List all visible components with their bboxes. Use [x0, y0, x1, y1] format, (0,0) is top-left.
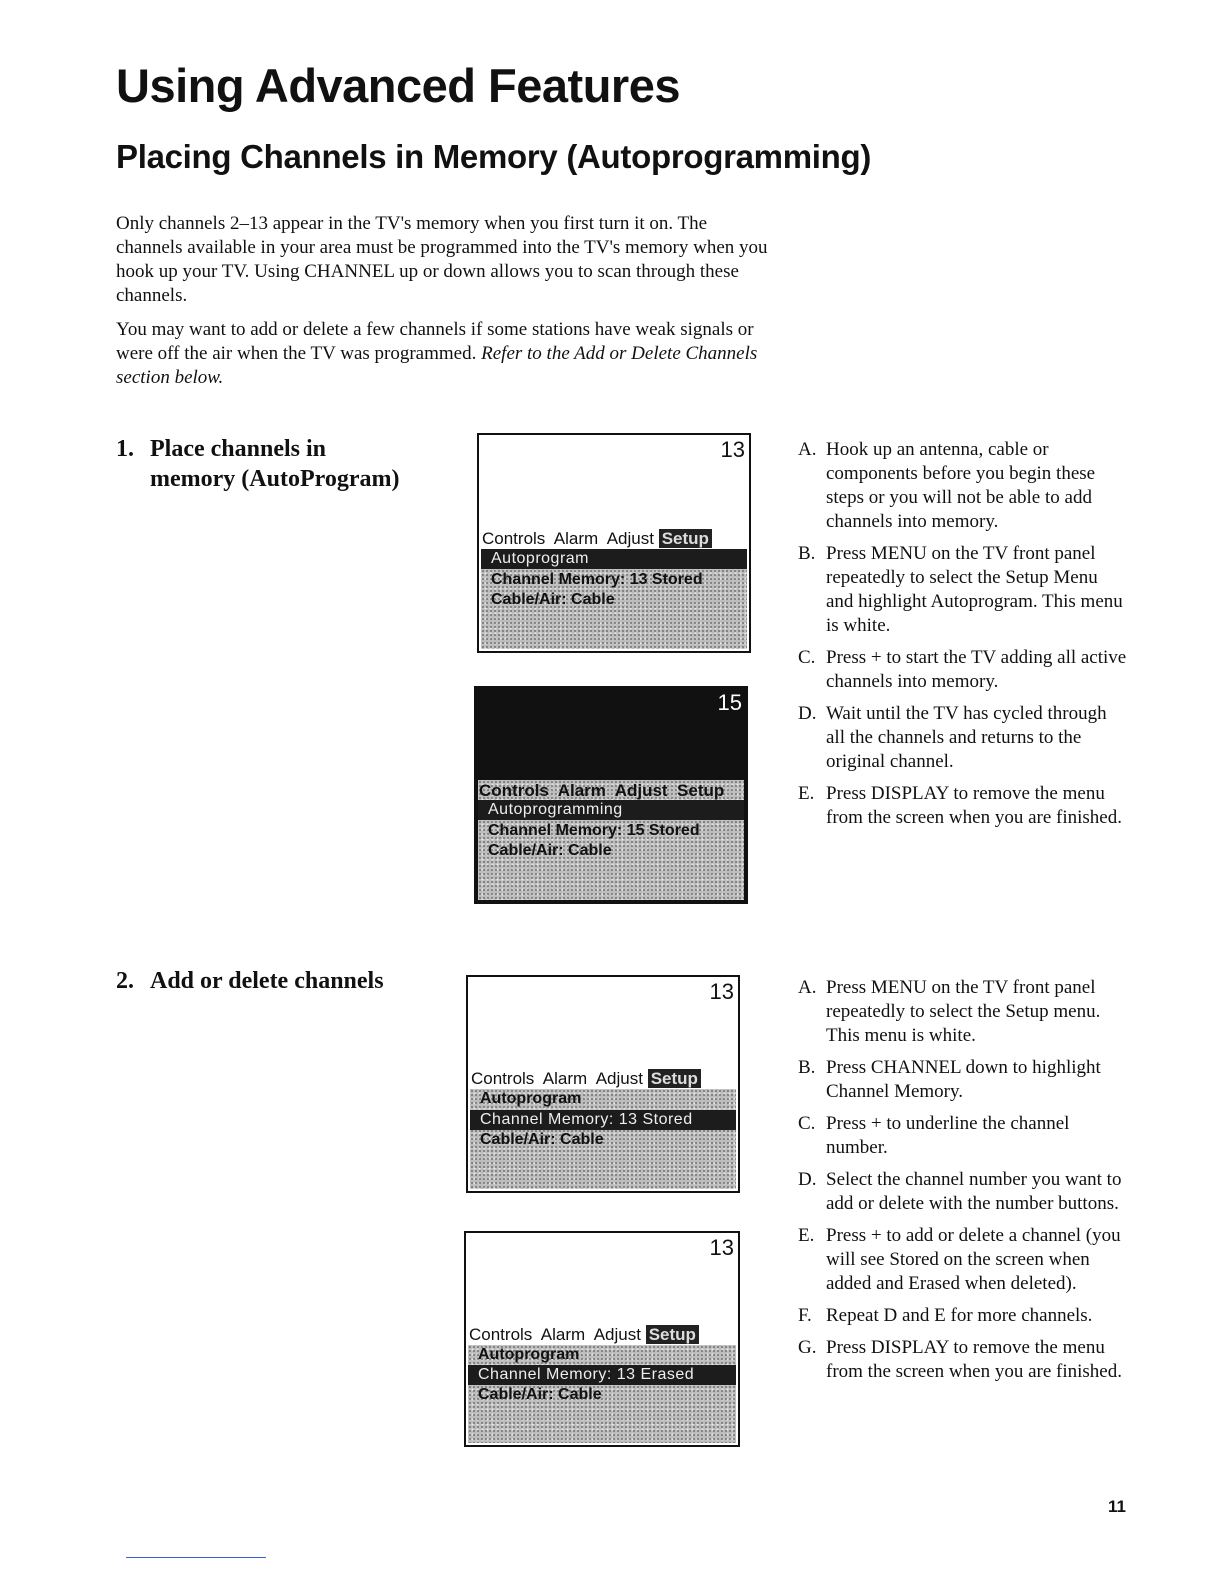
step-2-heading	[116, 966, 384, 996]
list-letter: C.	[798, 1113, 816, 1134]
list-text: Wait until the TV has cycled through all the channels and returns to the original channel.	[826, 703, 1107, 772]
list-text: Press DISPLAY to remove the menu from the screen when you are finished.	[826, 1337, 1122, 1382]
menu-bar-items: Controls Alarm Adjust	[471, 1069, 643, 1088]
step-1-instructions	[798, 438, 1128, 838]
page-title: Using Advanced Features	[116, 59, 680, 112]
menu-bar-items: Controls Alarm Adjust	[482, 529, 654, 548]
menu-row-channel-memory: Channel Memory: 13 Stored	[491, 571, 703, 588]
list-text: Hook up an antenna, cable or components before you begin these steps or you will not be able to add channels into memory.	[826, 439, 1096, 532]
list-letter: D.	[798, 703, 817, 724]
list-item	[798, 1112, 1128, 1160]
menu-row-cable-air: Cable/Air: Cable	[491, 591, 615, 608]
list-letter: A.	[798, 439, 817, 460]
menu-row-autoprogram: Autoprogram	[480, 1090, 582, 1107]
list-text: Select the channel number you want to add or delete with the number buttons.	[826, 1169, 1122, 1214]
menu-bar-selected: Setup	[646, 1325, 699, 1344]
menu-bar	[476, 781, 746, 801]
menu-row-autoprogram: Autoprogram	[478, 1346, 580, 1363]
section-subtitle: Placing Channels in Memory (Autoprogramming)	[116, 138, 872, 175]
list-letter: C.	[798, 647, 816, 668]
list-item	[798, 1224, 1128, 1296]
list-letter: E.	[798, 783, 815, 804]
tv-screen-channel-erased	[464, 1231, 740, 1447]
step-1-heading	[116, 434, 446, 494]
list-item	[798, 782, 1128, 830]
list-item	[798, 438, 1128, 534]
channel-number: 13	[709, 979, 734, 1004]
list-item	[798, 976, 1128, 1048]
menu-highlight-row: Autoprogramming	[478, 800, 744, 820]
menu-row-cable-air: Cable/Air: Cable	[488, 842, 612, 859]
intro-paragraph-2	[116, 318, 776, 390]
menu-highlight-row: Channel Memory: 13 Erased	[468, 1365, 736, 1385]
list-letter: A.	[798, 977, 817, 998]
list-letter: B.	[798, 1057, 816, 1078]
list-text: Repeat D and E for more channels.	[826, 1305, 1093, 1326]
list-text: Press MENU on the TV front panel repeatedly to select the Setup menu. This menu is white.	[826, 977, 1101, 1046]
step-2-title: Add or delete channels	[150, 968, 384, 994]
list-letter: F.	[798, 1305, 812, 1326]
list-item	[798, 1168, 1128, 1216]
list-text: Press + to add or delete a channel (you will see Stored on the screen when added and Erased when deleted).	[826, 1225, 1121, 1294]
menu-bar	[466, 1325, 738, 1345]
list-text: Press + to underline the channel number.	[826, 1113, 1070, 1158]
menu-row-channel-memory: Channel Memory: 15 Stored	[488, 822, 700, 839]
menu-row-cable-air: Cable/Air: Cable	[478, 1386, 602, 1403]
list-letter: G.	[798, 1337, 817, 1358]
menu-highlight-row: Channel Memory: 13 Stored	[470, 1110, 736, 1130]
step-2-instructions	[798, 976, 1128, 1392]
list-text: Press DISPLAY to remove the menu from the screen when you are finished.	[826, 783, 1122, 828]
list-letter: D.	[798, 1169, 817, 1190]
step-1-number: 1.	[116, 436, 134, 462]
channel-number: 15	[717, 690, 742, 715]
list-letter: E.	[798, 1225, 815, 1246]
list-letter: B.	[798, 543, 816, 564]
channel-number: 13	[720, 437, 745, 462]
menu-bar-items: Controls Alarm Adjust	[469, 1325, 641, 1344]
step-1-title-line2: memory (AutoProgram)	[150, 466, 400, 492]
tv-screen-autoprogramming	[474, 686, 748, 904]
footer-rule	[126, 1557, 266, 1558]
step-2-number: 2.	[116, 968, 134, 994]
list-item	[798, 1056, 1128, 1104]
list-item	[798, 702, 1128, 774]
list-item	[798, 1304, 1128, 1328]
page-number: 11	[1108, 1497, 1126, 1516]
list-text: Press CHANNEL down to highlight Channel Memory.	[826, 1057, 1101, 1102]
menu-bar-items: Controls Alarm Adjust Setup	[479, 781, 725, 800]
tv-screen-channel-stored	[466, 975, 740, 1193]
menu-bar	[479, 529, 749, 549]
list-text: Press MENU on the TV front panel repeatedly to select the Setup Menu and highlight Autoprogram. This menu is white.	[826, 543, 1123, 636]
intro-paragraph-2-text: You may want to add or delete a few channels if some stations have weak signals or were off the air when the TV was programmed.	[116, 319, 754, 364]
menu-bar-selected: Setup	[648, 1069, 701, 1088]
list-item	[798, 646, 1128, 694]
intro-paragraph-1: Only channels 2–13 appear in the TV's memory when you first turn it on. The channels available in your area must be programmed into the TV's memory when you hook up your TV. Using CHANNEL up or down allows you to scan through these channels.	[116, 213, 768, 306]
list-item	[798, 1336, 1128, 1384]
menu-row-cable-air: Cable/Air: Cable	[480, 1131, 604, 1148]
step-1-title-line1: Place channels in	[150, 436, 327, 462]
list-text: Press + to start the TV adding all active channels into memory.	[826, 647, 1127, 692]
menu-highlight-row: Autoprogram	[481, 549, 747, 569]
intro-reference: Refer to the Add or Delete Channels section below.	[116, 343, 758, 388]
menu-bar	[468, 1069, 738, 1089]
list-item	[798, 542, 1128, 638]
menu-bar-selected: Setup	[659, 529, 712, 548]
channel-number: 13	[709, 1235, 734, 1260]
tv-screen-autoprogram	[477, 433, 751, 653]
